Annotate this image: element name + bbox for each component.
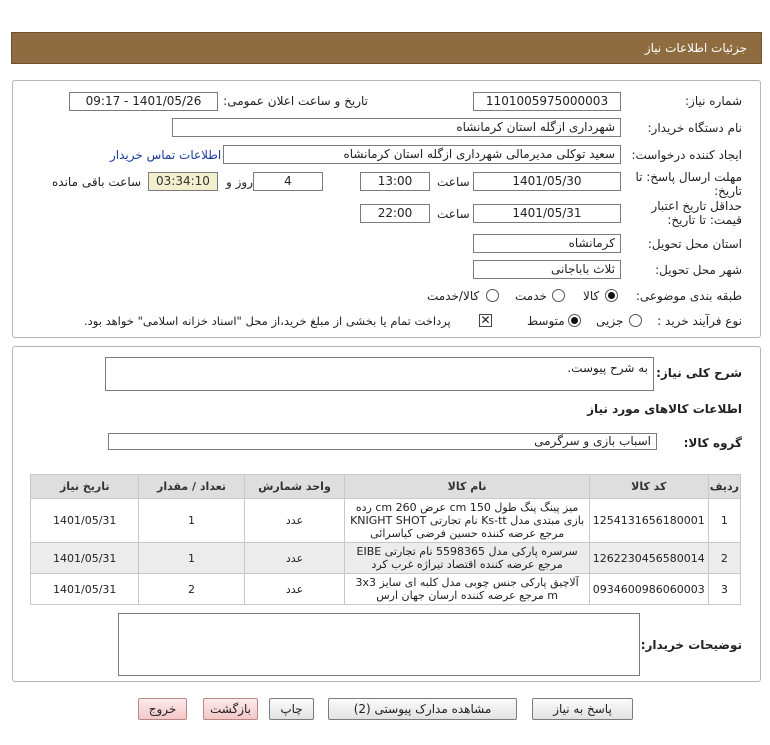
payment-note: پرداخت تمام یا بخشی از مبلغ خرید،از محل "اسناد خزانه اسلامی" خواهد بود. (84, 314, 451, 328)
row-unit: عدد (244, 499, 345, 543)
col-index: ردیف (708, 475, 740, 499)
reply-button[interactable]: پاسخ به نیاز (532, 698, 633, 720)
description-field: به شرح پیوست. (105, 357, 654, 391)
delivery-province-field: کرمانشاه (473, 234, 621, 253)
validity-label-2: قیمت: تا تاریخ: (667, 213, 742, 227)
col-code: کد کالا (589, 475, 708, 499)
announce-field: 1401/05/26 - 09:17 (69, 92, 218, 111)
treasury-checkbox[interactable]: ✕ (480, 313, 491, 327)
table-row (31, 574, 741, 605)
process-radio-medium[interactable] (568, 314, 581, 327)
row-unit: عدد (244, 574, 345, 605)
table-row (31, 543, 741, 574)
col-date: تاریخ نیاز (31, 475, 139, 499)
page-header (11, 32, 762, 64)
row-name: میز پینگ پنگ طول cm 150 عرض cm 260 رده بازی مبتدی مدل Ks-tt نام تجارتی KNIGHT SHOT مرجع عرضه کننده حسین فرضی کیاسرائی (345, 499, 589, 543)
print-button[interactable]: چاپ (269, 698, 314, 720)
validity-time-label: ساعت (437, 207, 470, 221)
col-name: نام کالا (345, 475, 589, 499)
attachments-button[interactable]: مشاهده مدارک پیوستی (2) (328, 698, 517, 720)
exit-button[interactable]: خروج (138, 698, 187, 720)
remaining-label: ساعت باقی مانده (52, 175, 142, 189)
buyer-org-label: نام دستگاه خریدار: (647, 121, 742, 135)
process-option-medium: متوسط (527, 314, 565, 328)
back-button[interactable]: بازگشت (203, 698, 258, 720)
validity-label: حداقل تاریخ اعتبار (651, 199, 742, 213)
col-unit: واحد شمارش (244, 475, 345, 499)
validity-date-field: 1401/05/31 (473, 204, 621, 223)
need-number-field: 1101005975000003 (473, 92, 621, 111)
category-radio-service[interactable] (552, 289, 565, 302)
row-name: آلاچیق پارکی جنس چوبی مدل کلبه ای سایز 3x3 m مرجع عرضه کننده ارسان جهان ارس (345, 574, 589, 605)
reply-time-field: 13:00 (360, 172, 430, 191)
need-number-label: شماره نیاز: (685, 94, 742, 108)
process-radio-minor[interactable] (629, 314, 642, 327)
row-qty: 2 (139, 574, 244, 605)
remaining-time-field: 03:34:10 (148, 172, 218, 191)
buyer-notes-field[interactable] (118, 613, 640, 676)
category-option-service: خدمت (515, 289, 547, 303)
row-name: سرسره پارکی مدل 5598365 نام تجارتی EIBE مرجع عرضه کننده اقتصاد تیراژه غرب کرد (345, 543, 589, 574)
reply-date-field: 1401/05/30 (473, 172, 621, 191)
row-index: 3 (708, 574, 740, 605)
buyer-notes-label: توضیحات خریدار: (640, 638, 742, 652)
goods-table (30, 474, 741, 605)
category-option-goods: کالا (583, 289, 600, 303)
category-option-goods-service: کالا/خدمت (427, 289, 480, 303)
row-date: 1401/05/31 (31, 499, 139, 543)
category-label: طبقه بندی موضوعی: (635, 289, 742, 303)
category-radio-goods-service[interactable] (486, 289, 499, 302)
days-label: روز و (226, 175, 253, 189)
category-radio-goods[interactable] (605, 289, 618, 302)
buyer-contact-link[interactable]: اطلاعات تماس خریدار (110, 148, 222, 162)
process-type-label: نوع فرآیند خرید : (657, 314, 742, 328)
requester-label: ایجاد کننده درخواست: (631, 148, 742, 162)
row-code: 1262230456580014 (589, 543, 708, 574)
col-qty: تعداد / مقدار (139, 475, 244, 499)
row-date: 1401/05/31 (31, 574, 139, 605)
reply-deadline-label-2: تاریخ: (714, 184, 742, 198)
table-row (31, 499, 741, 543)
row-code: 1254131656180001 (589, 499, 708, 543)
goods-group-field: اسباب بازی و سرگرمی (108, 433, 657, 450)
row-unit: عدد (244, 543, 345, 574)
announce-label: تاریخ و ساعت اعلان عمومی: (223, 94, 368, 108)
row-code: 0934600986060003 (589, 574, 708, 605)
requester-field: سعید توکلی مدیرمالی شهرداری ازگله استان کرمانشاه (223, 145, 621, 164)
reply-deadline-label: مهلت ارسال پاسخ: تا (635, 170, 742, 184)
validity-time-field: 22:00 (360, 204, 430, 223)
description-label: شرح کلی نیاز: (656, 366, 742, 380)
process-option-minor: جزیی (596, 314, 624, 328)
delivery-city-field: ثلاث باباجانی (473, 260, 621, 279)
reply-time-label: ساعت (437, 175, 470, 189)
goods-group-label: گروه کالا: (683, 436, 742, 450)
row-index: 2 (708, 543, 740, 574)
buyer-org-field: شهرداری ازگله استان کرمانشاه (172, 118, 621, 137)
row-qty: 1 (139, 499, 244, 543)
delivery-city-label: شهر محل تحویل: (655, 263, 742, 277)
row-index: 1 (708, 499, 740, 543)
delivery-province-label: استان محل تحویل: (647, 237, 742, 251)
goods-section-title: اطلاعات کالاهای مورد نیاز (587, 402, 742, 416)
row-date: 1401/05/31 (31, 543, 139, 574)
table-header-row (31, 475, 741, 499)
days-field: 4 (253, 172, 323, 191)
page-title: جزئیات اطلاعات نیاز (644, 41, 747, 55)
row-qty: 1 (139, 543, 244, 574)
